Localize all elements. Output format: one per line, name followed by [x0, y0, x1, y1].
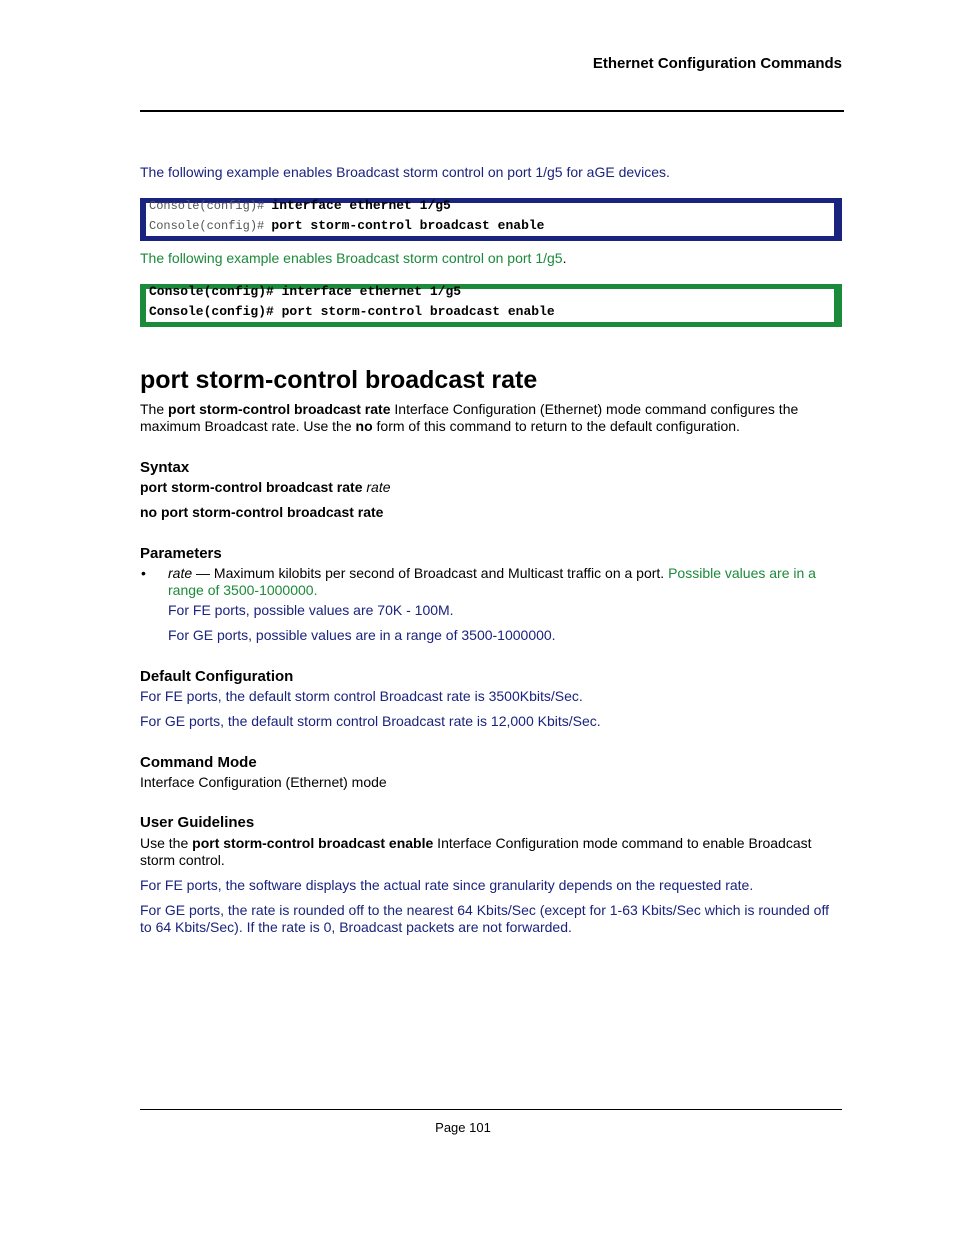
default-config-fe: For FE ports, the default storm control Broadcast rate is 3500Kbits/Sec.: [140, 688, 583, 704]
syntax-command: port storm-control broadcast rate: [140, 479, 363, 495]
guideline-text: Interface Configuration mode command to enable Broadcast storm control.: [140, 835, 812, 868]
code-line: [146, 196, 834, 216]
code-command: port storm-control broadcast enable: [281, 304, 555, 319]
code-line: [146, 216, 834, 236]
default-config-heading: Default Configuration: [140, 668, 294, 685]
user-guidelines-p1: [140, 835, 842, 869]
param-fe-values: For FE ports, possible values are 70K - 100M.: [168, 602, 454, 618]
syntax-line-2: [140, 504, 842, 521]
code-command: interface ethernet 1/g5: [271, 198, 451, 213]
default-config-ge: For GE ports, the default storm control Broadcast rate is 12,000 Kbits/Sec.: [140, 713, 601, 729]
example2-intro-period: .: [562, 250, 567, 266]
syntax-heading: Syntax: [140, 459, 190, 476]
running-header: Ethernet Configuration Commands: [592, 55, 842, 72]
syntax-line-1: [140, 479, 842, 496]
param-ge-values: For GE ports, possible values are in a range of 3500-1000000.: [168, 627, 556, 643]
desc-text: form of this command to return to the default configuration.: [372, 418, 740, 434]
code-prompt: Console(config)#: [149, 284, 282, 299]
parameter-rate: [168, 565, 842, 599]
command-mode-heading: Command Mode: [140, 754, 257, 771]
example1-intro: The following example enables Broadcast storm control on port 1/g5 for aGE devices.: [140, 164, 670, 180]
example2-code-block: [140, 284, 842, 327]
code-prompt: Console(config)#: [149, 199, 272, 213]
command-mode-text: Interface Configuration (Ethernet) mode: [140, 774, 387, 790]
example2-intro: [140, 250, 842, 267]
guideline-command: port storm-control broadcast enable: [192, 835, 434, 851]
section-title: port storm-control broadcast rate: [140, 366, 538, 394]
code-command: interface ethernet 1/g5: [281, 284, 462, 299]
parameters-heading: Parameters: [140, 545, 222, 562]
syntax-no-command: no port storm-control broadcast rate: [140, 504, 384, 520]
user-guidelines-p3: For GE ports, the rate is rounded off to the nearest 64 Kbits/Sec (except for 1-63 Kbits/Sec which is rounded off to 64 Kbits/Sec). If the rate is 0, Broadcast packets are not forwarded.: [140, 902, 829, 935]
page-number: Page 101: [435, 1120, 491, 1135]
bullet: •: [141, 565, 146, 581]
desc-command: port storm-control broadcast rate: [168, 401, 391, 417]
desc-no-keyword: no: [355, 418, 373, 434]
desc-text: The: [140, 401, 169, 417]
desc-text: Interface Configuration (Ethernet) mode command configures the maximum Broadcast rate. Use the: [140, 401, 799, 434]
guideline-text: Use the: [140, 835, 193, 851]
code-line: [146, 302, 834, 322]
param-name: rate: [168, 565, 193, 581]
param-range: Possible values are in a range of 3500-1000000.: [168, 565, 816, 598]
user-guidelines-heading: User Guidelines: [140, 814, 255, 831]
param-description: — Maximum kilobits per second of Broadcast and Multicast traffic on a port.: [192, 565, 669, 581]
example2-intro-text: The following example enables Broadcast storm control on port 1/g5: [140, 250, 563, 266]
code-prompt: Console(config)#: [149, 219, 272, 233]
header-rule: [140, 110, 844, 112]
syntax-argument: rate: [362, 479, 391, 495]
example1-code-block: [140, 198, 842, 241]
section-description: [140, 401, 842, 435]
code-prompt: Console(config)#: [149, 304, 282, 319]
footer-rule: [140, 1109, 842, 1110]
code-command: port storm-control broadcast enable: [271, 218, 545, 233]
user-guidelines-p2: For FE ports, the software displays the actual rate since granularity depends on the requested rate.: [140, 877, 754, 893]
code-line: [146, 282, 834, 302]
